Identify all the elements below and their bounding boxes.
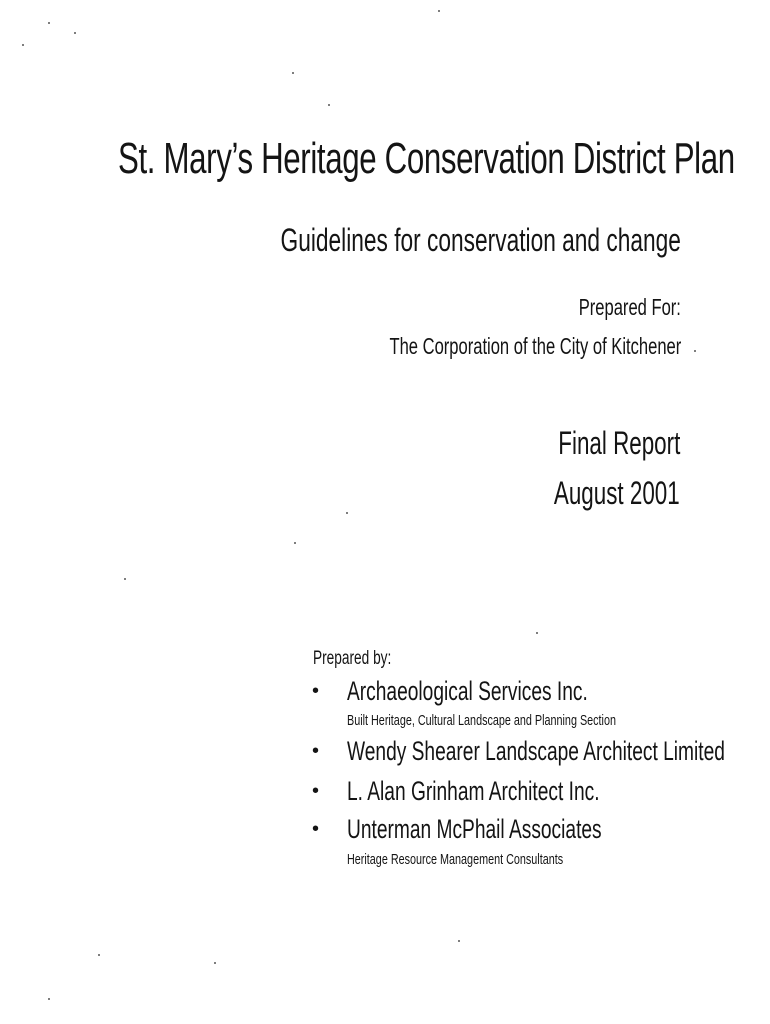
scan-speck: [22, 44, 24, 46]
document-subtitle: Guidelines for conservation and change: [280, 222, 681, 258]
report-type: Final Report: [557, 425, 680, 461]
scan-speck: [48, 22, 50, 24]
scan-speck: [48, 998, 50, 1000]
scan-speck: [74, 32, 76, 34]
scan-speck: [98, 954, 100, 956]
scan-speck: [124, 578, 126, 580]
firm-name: Wendy Shearer Landscape Architect Limited: [347, 736, 725, 766]
bullet-icon: •: [312, 680, 320, 702]
scan-speck: [292, 72, 294, 74]
prepared-for-label: Prepared For:: [578, 294, 681, 320]
bullet-icon: •: [312, 818, 320, 840]
firm-name: Unterman McPhail Associates: [347, 814, 602, 844]
firm-note: Heritage Resource Management Consultants: [347, 851, 564, 868]
scan-speck: [694, 350, 696, 352]
scan-speck: [214, 962, 216, 964]
scan-speck: [328, 104, 330, 106]
firm-name: Archaeological Services Inc.: [347, 676, 588, 706]
client-name: The Corporation of the City of Kitchener: [389, 333, 681, 359]
document-title: St. Mary’s Heritage Conservation District Plan: [118, 134, 735, 183]
firm-name: L. Alan Grinham Architect Inc.: [347, 776, 600, 806]
prepared-by-label: Prepared by:: [313, 648, 392, 669]
bullet-icon: •: [312, 780, 320, 802]
scan-speck: [536, 632, 538, 634]
scan-speck: [438, 10, 440, 12]
scan-speck: [294, 542, 296, 544]
firm-note: Built Heritage, Cultural Landscape and Planning Section: [347, 712, 616, 729]
scan-speck: [458, 940, 460, 942]
report-date: August 2001: [554, 475, 680, 511]
bullet-icon: •: [312, 740, 320, 762]
scan-speck: [346, 512, 348, 514]
